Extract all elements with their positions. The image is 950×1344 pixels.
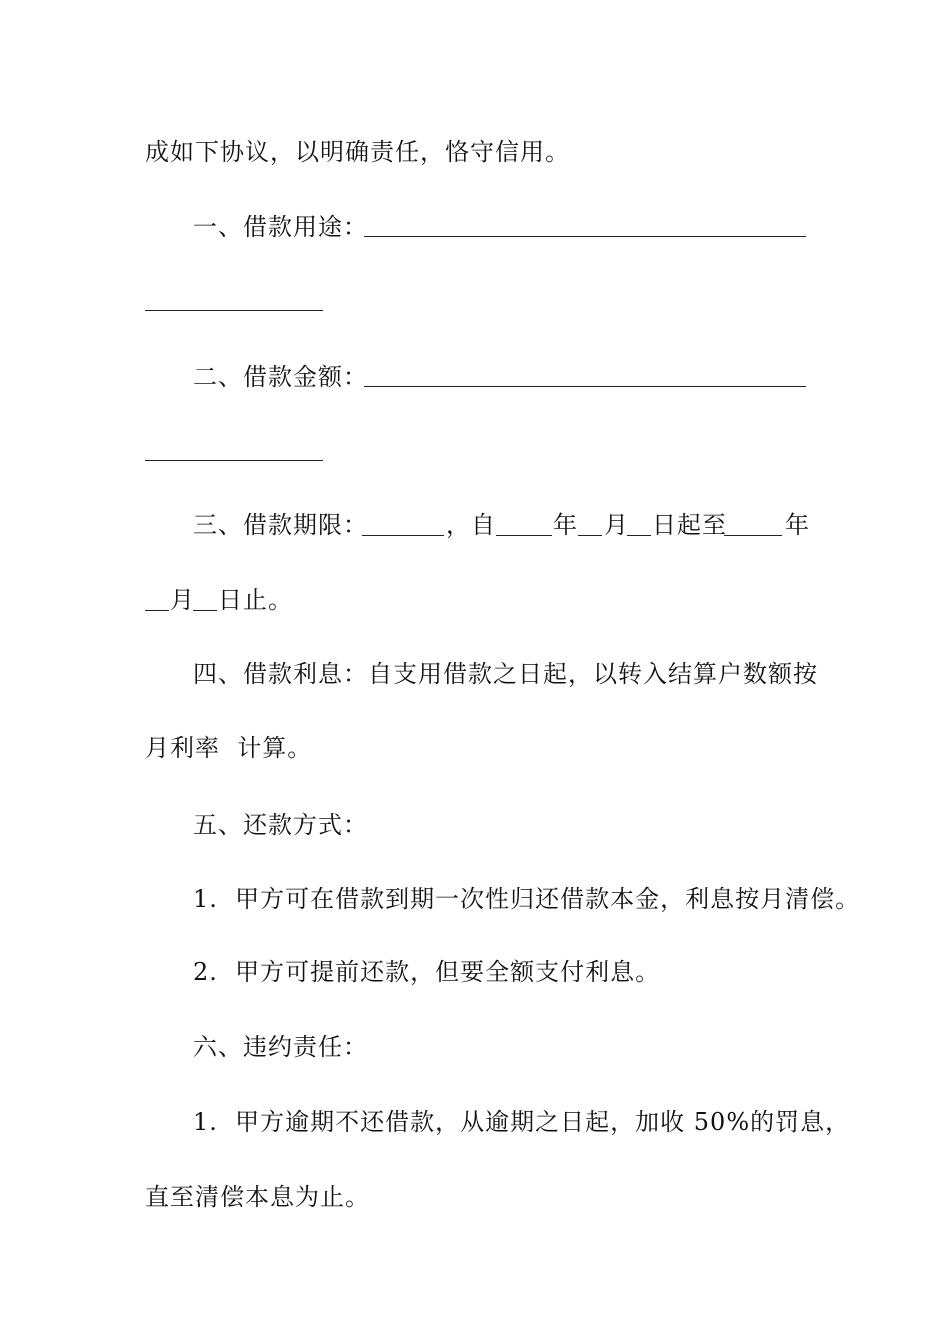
- blank-line: [145, 610, 169, 611]
- blank-line: [627, 535, 651, 536]
- clause-label: 一、借款用途：: [193, 213, 368, 241]
- text: ，自: [446, 511, 496, 539]
- text: 月利率 计算。: [145, 734, 313, 762]
- clause-label: 三、借款期限：: [193, 511, 368, 539]
- text: 月: [170, 586, 195, 614]
- text: 年: [785, 511, 810, 539]
- text: 日止。: [218, 586, 293, 614]
- text: 2. 甲方可提前还款，但要全额支付利息。: [193, 958, 661, 986]
- text: 1. 甲方可在借款到期一次性归还借款本金，利息按月清偿。: [193, 885, 861, 913]
- blank-line: [724, 535, 782, 536]
- blank-line: [145, 460, 323, 461]
- blank-line: [496, 535, 552, 536]
- text: 四、借款利息：自支用借款之日起，以转入结算户数额按: [193, 660, 818, 688]
- clause-label: 五、还款方式：: [193, 811, 368, 839]
- blank-line: [193, 610, 217, 611]
- text: 成如下协议，以明确责任，恪守信用。: [145, 138, 570, 166]
- clause-label: 二、借款金额：: [193, 363, 368, 391]
- text: 年: [553, 511, 578, 539]
- text: 1. 甲方逾期不还借款，从逾期之日起，加收 50%的罚息，: [193, 1108, 851, 1136]
- blank-line: [145, 310, 323, 311]
- blank-line: [364, 386, 806, 387]
- text: 月: [604, 511, 629, 539]
- blank-line: [362, 535, 444, 536]
- blank-line: [364, 236, 806, 237]
- text: 直至清偿本息为止。: [145, 1183, 370, 1211]
- blank-line: [578, 535, 602, 536]
- text: 日起至: [652, 511, 727, 539]
- clause-label: 六、违约责任：: [193, 1033, 368, 1061]
